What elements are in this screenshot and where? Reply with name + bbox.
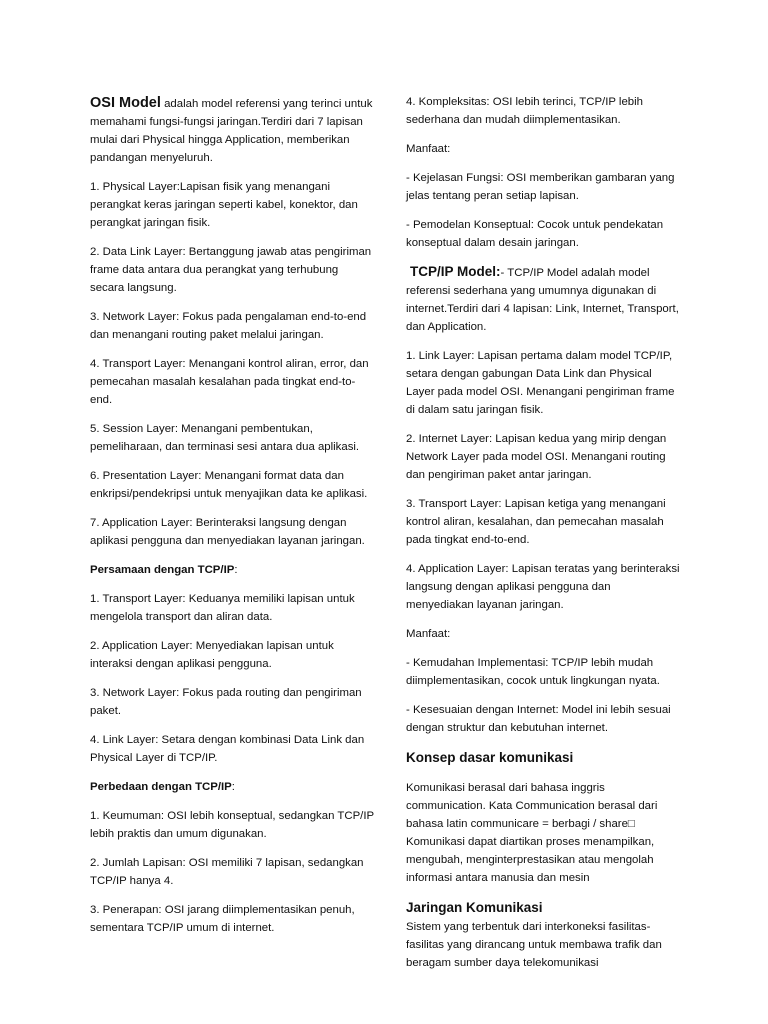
perbedaan-colon: :	[231, 781, 235, 793]
osi-layer-item: 3. Network Layer: Fokus pada pengalaman end-to-end dan menangani routing paket melalui jaringan.	[90, 311, 367, 341]
perbedaan-item: 3. Penerapan: OSI jarang diimplementasikan penuh, sementara TCP/IP umum di internet.	[90, 904, 355, 934]
tcp-layer-item: 4. Application Layer: Lapisan teratas yang berinteraksi langsung dengan aplikasi pengguna dan menyediakan layanan jaringan.	[406, 563, 680, 611]
osi-layer-item: 7. Application Layer: Berinteraksi langsung dengan aplikasi pengguna dan menyediakan layanan jaringan.	[90, 517, 365, 547]
perbedaan-item: 2. Jumlah Lapisan: OSI memiliki 7 lapisan, sedangkan TCP/IP hanya 4.	[90, 857, 364, 887]
jaringan-paragraph: Sistem yang terbentuk dari interkoneksi fasilitas-fasilitas yang dirancang untuk membawa trafik dan beragam sumber daya telekomunikasi	[406, 921, 662, 969]
perbedaan-item: 1. Keumuman: OSI lebih konseptual, sedangkan TCP/IP lebih praktis dan umum digunakan.	[90, 810, 374, 840]
perbedaan-heading	[90, 778, 374, 796]
osi-intro-text: adalah model referensi yang terinci untuk memahami fungsi-fungsi jaringan.Terdiri dari 7 lapisan mulai dari Physical hingga Application, memberikan pandangan menyeluruh.	[90, 98, 373, 164]
konsep-heading: Konsep dasar komunikasi	[406, 750, 574, 765]
persamaan-item: 4. Link Layer: Setara dengan kombinasi Data Link dan Physical Layer di TCP/IP.	[90, 734, 365, 764]
jaringan-heading: Jaringan Komunikasi	[406, 900, 543, 915]
osi-intro-paragraph	[90, 94, 374, 167]
right-column	[406, 93, 681, 983]
manfaat-label: Manfaat:	[406, 628, 451, 640]
perbedaan-title: Perbedaan dengan TCP/IP	[90, 781, 232, 793]
persamaan-colon: :	[234, 564, 238, 576]
left-column	[90, 94, 374, 948]
tcp-layer-item: 3. Transport Layer: Lapisan ketiga yang menangani kontrol aliran, kesalahan, dan pemecahan masalah pada tingkat end-to-end.	[406, 498, 666, 546]
manfaat-label: Manfaat:	[406, 143, 451, 155]
tcp-layer-item: 2. Internet Layer: Lapisan kedua yang mirip dengan Network Layer pada model OSI. Menangani routing dan pengiriman paket antar jaringan.	[406, 433, 667, 481]
osi-layer-item: 1. Physical Layer:Lapisan fisik yang menangani perangkat keras jaringan seperti kabel, konektor, dan perangkat jaringan fisik.	[90, 181, 358, 229]
tcp-layer-item: 1. Link Layer: Lapisan pertama dalam model TCP/IP, setara dengan gabungan Data Link dan Physical Layer pada model OSI. Menangani pengiriman frame di dalam satu jaringan fisik.	[406, 350, 675, 416]
persamaan-item: 2. Application Layer: Menyediakan lapisan untuk interaksi dengan aplikasi pengguna.	[90, 640, 334, 670]
osi-layer-item: 2. Data Link Layer: Bertanggung jawab atas pengiriman frame data antara dua perangkat yang terhubung secara langsung.	[90, 246, 372, 294]
osi-layer-item: 6. Presentation Layer: Menangani format data dan enkripsi/pendekripsi untuk menyajikan data ke aplikasi.	[90, 470, 368, 500]
manfaat-osi-item: - Kejelasan Fungsi: OSI memberikan gambaran yang jelas tentang peran setiap lapisan.	[406, 172, 675, 202]
manfaat-tcp-item: - Kesesuaian dengan Internet: Model ini lebih sesuai dengan struktur dan kebutuhan internet.	[406, 704, 671, 734]
tcp-ip-model-heading: TCP/IP Model:	[410, 264, 501, 279]
kompleksitas-item: 4. Kompleksitas: OSI lebih terinci, TCP/IP lebih sederhana dan mudah diimplementasikan.	[406, 96, 643, 126]
persamaan-item: 1. Transport Layer: Keduanya memiliki lapisan untuk mengelola transport dan aliran data.	[90, 593, 355, 623]
manfaat-osi-item: - Pemodelan Konseptual: Cocok untuk pendekatan konseptual dalam desain jaringan.	[406, 219, 664, 249]
tcp-intro-text: - TCP/IP Model adalah model referensi sederhana yang umumnya digunakan di internet.Terdiri dari 4 lapisan: Link, Internet, Transport, dan Application.	[406, 267, 679, 333]
tcp-intro-paragraph	[406, 263, 681, 336]
persamaan-title: Persamaan dengan TCP/IP	[90, 564, 235, 576]
persamaan-item: 3. Network Layer: Fokus pada routing dan pengiriman paket.	[90, 687, 362, 717]
manfaat-tcp-item: - Kemudahan Implementasi: TCP/IP lebih mudah diimplementasikan, cocok untuk lingkungan nyata.	[406, 657, 660, 687]
osi-layer-item: 4. Transport Layer: Menangani kontrol aliran, error, dan pemecahan masalah kesalahan pada tingkat end-to-end.	[90, 358, 369, 406]
konsep-paragraph: Komunikasi berasal dari bahasa inggris communication. Kata Communication berasal dari bahasa latin communicare = berbagi / share□ Komunikasi dapat diartikan proses menampilkan, mengubah, menginterprestasikan atau mengolah informasi antara manusia dan mesin	[406, 782, 658, 884]
osi-layer-item: 5. Session Layer: Menangani pembentukan, pemeliharaan, dan terminasi sesi antara dua aplikasi.	[90, 423, 360, 453]
persamaan-heading	[90, 561, 374, 579]
osi-model-heading: OSI Model	[90, 95, 161, 111]
